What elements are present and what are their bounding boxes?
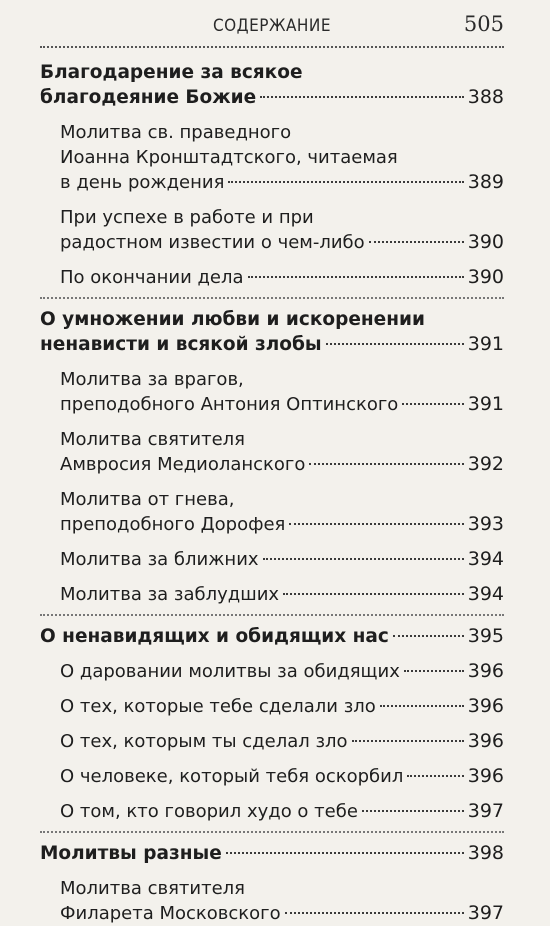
dot-leader: [407, 775, 463, 777]
toc-title-line: радостном известии о чем-либо: [60, 232, 365, 253]
toc-title-line: Молитва за заблудших: [60, 584, 280, 605]
toc-title-line: Молитва за ближних: [60, 549, 259, 570]
toc-entry[interactable]: [40, 120, 504, 195]
toc-title-line: При успехе в работе и при: [60, 207, 314, 228]
toc-page-number: 397: [467, 902, 504, 924]
page-header: [40, 10, 504, 40]
dot-leader: [404, 670, 464, 672]
toc-title-line: О том, кто говорил худо о тебе: [60, 801, 358, 822]
toc-section[interactable]: [40, 307, 504, 357]
toc-title-line: О человеке, который тебя оскорбил: [60, 766, 404, 787]
header-title: СОДЕРЖАНИЕ: [212, 16, 332, 36]
toc-page-number: 396: [467, 660, 504, 682]
dot-leader: [369, 241, 464, 243]
toc-page-number: 393: [467, 513, 504, 535]
dot-leader: [260, 96, 464, 98]
dot-leader: [380, 705, 464, 707]
table-of-contents: [40, 60, 504, 926]
toc-entry[interactable]: [40, 427, 504, 477]
toc-page-number: 396: [467, 695, 504, 717]
header-page-number: 505: [463, 12, 504, 36]
dot-leader: [228, 181, 463, 183]
toc-entry[interactable]: [40, 876, 504, 926]
dot-leader: [352, 740, 464, 742]
dot-leader: [248, 276, 464, 278]
toc-title-line: Благодарение за всякое: [40, 62, 303, 83]
toc-title-line: Филарета Московского: [60, 903, 281, 924]
toc-page-number: 390: [467, 266, 504, 288]
dot-leader: [362, 810, 464, 812]
section-separator: [40, 614, 504, 616]
toc-title-line: преподобного Антония Оптинского: [60, 394, 399, 415]
toc-title-line: ненависти и всякой злобы: [40, 334, 322, 355]
toc-section[interactable]: [40, 841, 504, 866]
toc-entry[interactable]: [40, 367, 504, 417]
toc-title-line: О умножении любви и искоренении: [40, 309, 425, 330]
toc-page-number: 392: [467, 453, 504, 475]
toc-entry[interactable]: [40, 799, 504, 824]
toc-title-line: Молитва святителя: [60, 429, 246, 450]
dot-leader: [263, 558, 464, 560]
dot-leader: [285, 912, 464, 914]
dot-leader: [226, 852, 464, 854]
dot-leader: [283, 593, 464, 595]
toc-title-line: О тех, которые тебе сделали зло: [60, 696, 376, 717]
toc-entry[interactable]: [40, 729, 504, 754]
toc-section[interactable]: [40, 624, 504, 649]
toc-title-line: По окончании дела: [60, 267, 244, 288]
toc-page-number: 396: [467, 765, 504, 787]
dot-leader: [402, 403, 463, 405]
toc-title-line: О ненавидящих и обидящих нас: [40, 626, 389, 647]
toc-title-line: Молитва за врагов,: [60, 369, 244, 390]
toc-page-number: 394: [467, 548, 504, 570]
toc-section[interactable]: [40, 60, 504, 110]
toc-entry[interactable]: [40, 487, 504, 537]
toc-entry[interactable]: [40, 265, 504, 290]
toc-page-number: 396: [467, 730, 504, 752]
toc-title-line: Иоанна Кронштадтского, читаемая: [60, 147, 398, 168]
toc-title-line: Молитвы разные: [40, 843, 222, 864]
dot-leader: [393, 635, 464, 637]
section-separator: [40, 831, 504, 833]
header-dotted-rule: [40, 46, 504, 50]
toc-page-number: 390: [467, 231, 504, 253]
dot-leader: [309, 463, 463, 465]
toc-title-line: Молитва от гнева,: [60, 489, 235, 510]
dot-leader: [326, 343, 464, 345]
toc-title-line: преподобного Дорофея: [60, 514, 286, 535]
toc-title-line: Молитва св. праведного: [60, 122, 292, 143]
dot-leader: [289, 523, 463, 525]
toc-entry[interactable]: [40, 694, 504, 719]
toc-page-number: 395: [467, 625, 504, 647]
toc-title-line: благодеяние Божие: [40, 87, 257, 108]
toc-entry[interactable]: [40, 582, 504, 607]
toc-title-line: Молитва святителя: [60, 878, 246, 899]
toc-page-number: 397: [467, 800, 504, 822]
toc-entry[interactable]: [40, 547, 504, 572]
toc-title-line: О тех, которым ты сделал зло: [60, 731, 348, 752]
toc-page-number: 388: [467, 86, 504, 108]
toc-page-number: 394: [467, 583, 504, 605]
toc-page-number: 389: [467, 171, 504, 193]
toc-page-number: 391: [467, 393, 504, 415]
toc-entry[interactable]: [40, 659, 504, 684]
toc-page-number: 391: [467, 333, 504, 355]
toc-entry[interactable]: [40, 205, 504, 255]
section-separator: [40, 297, 504, 299]
toc-title-line: в день рождения: [60, 172, 225, 193]
toc-entry[interactable]: [40, 764, 504, 789]
toc-title-line: Амвросия Медиоланского: [60, 454, 306, 475]
toc-title-line: О даровании молитвы за обидящих: [60, 661, 400, 682]
toc-page-number: 398: [467, 842, 504, 864]
